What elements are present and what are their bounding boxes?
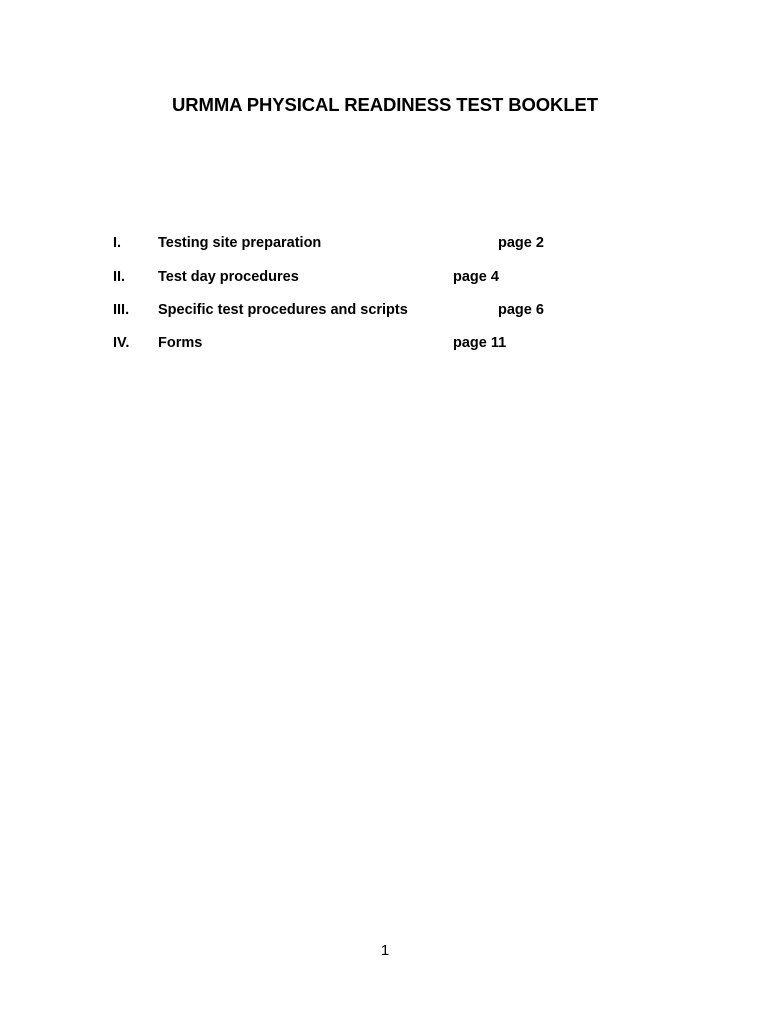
toc-label: Specific test procedures and scripts <box>158 302 408 318</box>
toc-label: Test day procedures <box>158 269 299 285</box>
page-number: 1 <box>380 942 390 959</box>
toc-numeral: III. <box>113 302 130 318</box>
toc-entry <box>0 233 770 253</box>
toc-entry <box>0 333 770 353</box>
toc-numeral: IV. <box>113 335 130 351</box>
toc-entry <box>0 267 770 287</box>
toc-numeral: I. <box>113 235 122 251</box>
toc-page-reference: page 6 <box>498 302 544 318</box>
toc-numeral: II. <box>113 269 126 285</box>
toc-page-reference: page 11 <box>453 335 507 351</box>
toc-label: Testing site preparation <box>158 235 322 251</box>
document-title: URMMA PHYSICAL READINESS TEST BOOKLET <box>172 94 598 115</box>
toc-page-reference: page 2 <box>498 235 544 251</box>
toc-page-reference: page 4 <box>453 269 499 285</box>
toc-label: Forms <box>158 335 203 351</box>
toc-entry <box>0 300 770 320</box>
